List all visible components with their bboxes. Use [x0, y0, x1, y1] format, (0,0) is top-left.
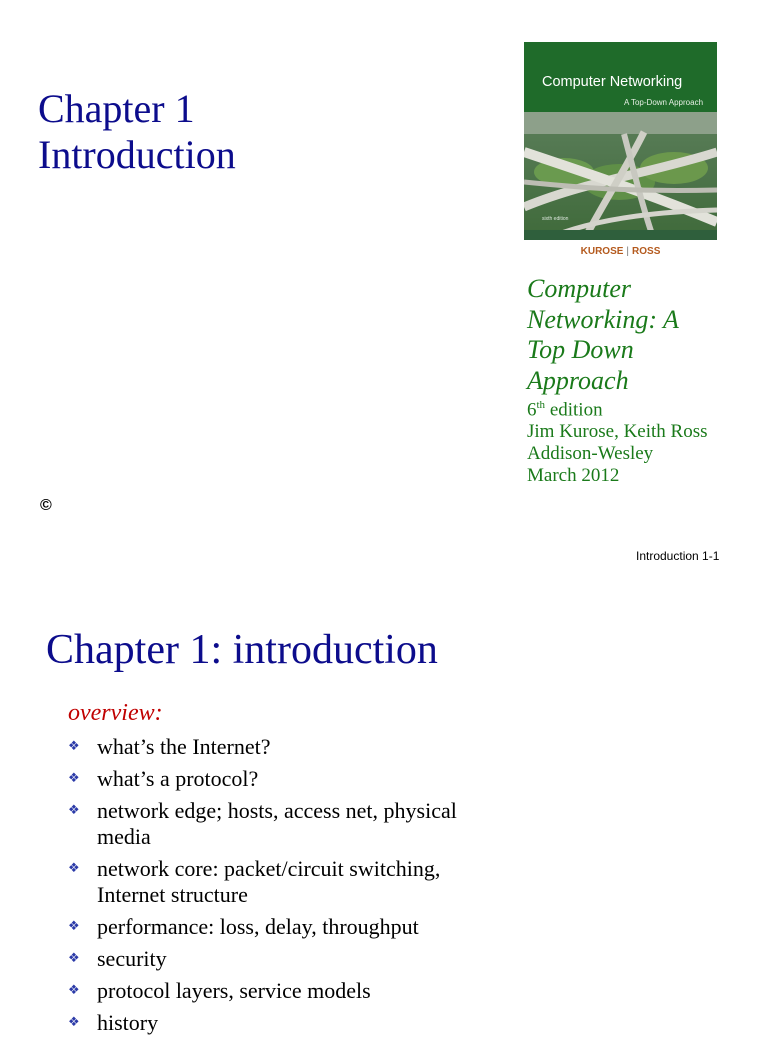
bullet-list — [68, 734, 497, 1042]
cover-subtitle: A Top-Down Approach — [624, 98, 704, 107]
bullet-diamond-icon: ❖ — [68, 951, 80, 966]
list-item-text: history — [97, 1010, 159, 1035]
overview-label: overview: — [68, 700, 163, 726]
cover-author-1: KUROSE — [580, 246, 624, 257]
bullet-diamond-icon: ❖ — [68, 1015, 80, 1030]
slide-title: Chapter 1: introduction — [46, 627, 438, 673]
bullet-diamond-icon: ❖ — [68, 803, 80, 818]
cover-edition: sixth edition — [542, 216, 569, 222]
authors: Jim Kurose, Keith Ross — [527, 421, 708, 443]
book-info — [527, 395, 767, 487]
list-item — [68, 1010, 497, 1036]
bullet-diamond-icon: ❖ — [68, 861, 80, 876]
list-item-text: what’s the Internet? — [97, 734, 271, 759]
book-title-line: Top Down — [527, 335, 634, 364]
publication-date: March 2012 — [527, 464, 620, 486]
slide-title — [38, 86, 236, 178]
list-item — [68, 734, 497, 760]
title-line-1: Chapter 1 — [38, 86, 195, 131]
list-item — [68, 856, 497, 908]
list-item — [68, 914, 497, 940]
bullet-diamond-icon: ❖ — [68, 771, 80, 786]
title-line-2: Introduction — [38, 132, 236, 177]
publisher: Addison-Wesley — [527, 442, 654, 464]
list-item-text: performance: loss, delay, throughput — [97, 914, 419, 939]
slide-2 — [0, 590, 768, 1035]
book-title-line: Networking: A — [527, 304, 679, 334]
book-cover-image — [524, 42, 717, 270]
copyright-symbol: © — [40, 497, 52, 514]
slide-number: Introduction 1-1 — [636, 549, 720, 563]
cover-author-2: ROSS — [632, 246, 661, 257]
edition-word: edition — [545, 399, 603, 421]
edition-number: 6 — [527, 399, 537, 421]
book-title — [527, 274, 757, 396]
cover-authors — [524, 246, 717, 257]
list-item-text: network core: packet/circuit switching, Internet structure — [97, 856, 441, 907]
edition-line — [527, 395, 767, 421]
list-item-text: network edge; hosts, access net, physical media — [97, 798, 457, 849]
book-title-line: Computer — [527, 274, 631, 303]
list-item — [68, 798, 497, 850]
cover-author-separator: | — [626, 246, 630, 257]
list-item-text: protocol layers, service models — [97, 978, 371, 1003]
list-item — [68, 978, 497, 1004]
book-title-line: Approach — [527, 365, 629, 395]
list-item — [68, 946, 497, 972]
bullet-diamond-icon: ❖ — [68, 919, 80, 934]
cover-title: Computer Networking — [542, 74, 683, 90]
list-item-text: what’s a protocol? — [97, 766, 259, 791]
list-item-text: security — [97, 946, 167, 971]
bullet-diamond-icon: ❖ — [68, 983, 80, 998]
bullet-diamond-icon: ❖ — [68, 739, 80, 754]
list-item — [68, 766, 497, 792]
edition-suffix: th — [536, 399, 546, 411]
